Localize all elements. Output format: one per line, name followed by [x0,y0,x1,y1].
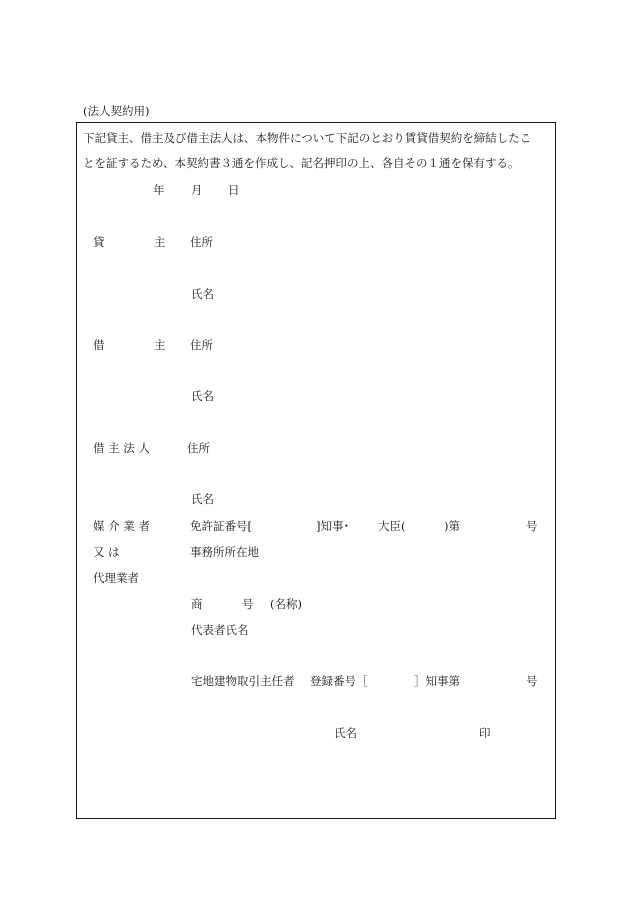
lessee-corp-role: 借 主 法 人 [93,441,150,455]
lessee-corp-address-label: 住所 [187,441,210,455]
office-location-label: 事務所所在地 [190,545,259,559]
signature-section-frame [76,122,556,819]
registration-number-prefix: 登録番号［ [310,674,368,688]
registration-governor: ］知事第 [414,674,460,688]
lessor-role-b: 主 [154,235,166,249]
broker-role-line-3: 代理業者 [93,571,139,585]
broker-role-line-2: 又 は [93,545,120,559]
lessee-role-a: 借 [93,338,105,352]
lessor-name-label: 氏名 [191,287,214,301]
contract-type-note: (法人契約用) [83,104,150,118]
date-month: 月 [191,183,203,197]
license-go: 号 [526,519,538,533]
lessee-name-label: 氏名 [191,389,214,403]
license-governor: ]知事･ [316,519,350,533]
agent-name-label: 氏名 [334,726,357,740]
lessor-role-a: 貸 [93,235,105,249]
lessee-role-b: 主 [154,338,166,352]
date-day: 日 [228,183,240,197]
license-number-prefix: 免許証番号[ [190,519,252,533]
trade-name-label-a: 商 [191,597,203,611]
seal-mark: 印 [479,726,491,740]
license-minister: 大臣( [378,519,406,533]
trade-name-paren: (名称) [270,597,302,611]
intro-line-1: 下記貸主、借主及び借主法人は、本物件について下記のとおり賃貸借契約を締結したこ [83,131,532,145]
registration-go: 号 [526,674,538,688]
license-dai: )第 [444,519,460,533]
trade-name-label-b: 号 [242,597,254,611]
lessee-corp-name-label: 氏名 [191,492,214,506]
lessor-address-label: 住所 [190,235,213,249]
representative-name-label: 代表者氏名 [191,623,249,637]
lessee-address-label: 住所 [190,338,213,352]
intro-line-2: とを証するため、本契約書３通を作成し、記名押印の上、各自その１通を保有する。 [83,156,520,170]
date-year: 年 [153,183,165,197]
licensed-agent-label: 宅地建物取引主任者 [191,674,295,688]
broker-role-line-1: 媒 介 業 者 [93,519,150,533]
